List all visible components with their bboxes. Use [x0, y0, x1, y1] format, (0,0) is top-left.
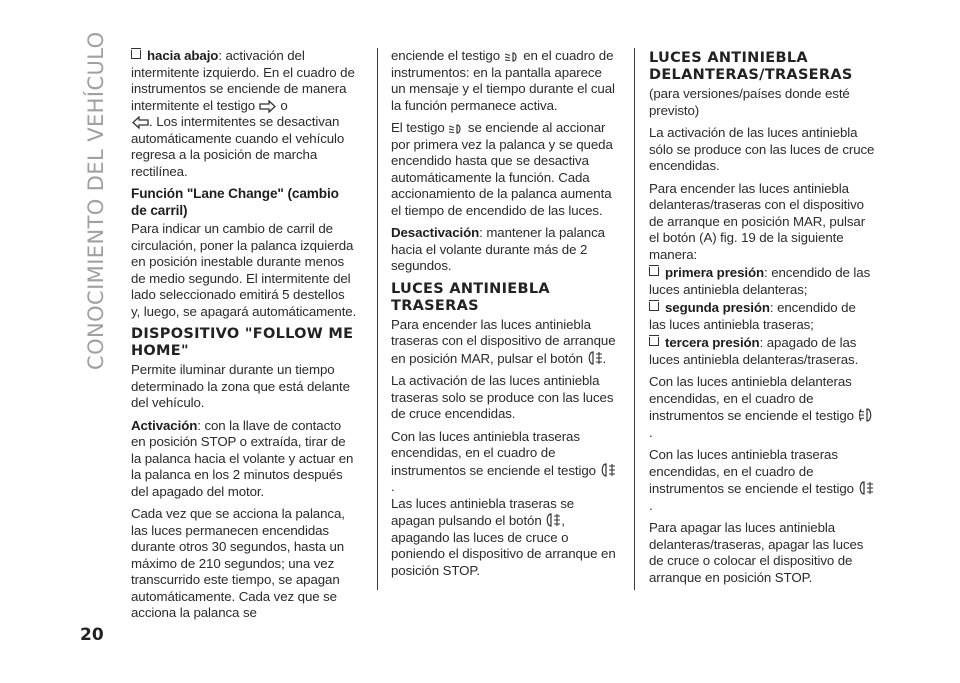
- text: : activación del intermitente izquierdo. En el cuadro de instrumentos se enciende de manera intermitente el testigo: [131, 48, 355, 113]
- paragraph-fog-procedure: Para encender las luces antiniebla delanteras/traseras con el dispositivo de arranque en posición MAR, pulsar el botón (A) fig. 19 de la siguiente manera:: [649, 180, 866, 262]
- text: Las luces antiniebla traseras se apagan pulsando el botón: [391, 495, 575, 528]
- turn-right-arrow-icon: [259, 100, 277, 113]
- term-activacion: Activación: [131, 417, 198, 433]
- bullet-icon: [131, 50, 141, 59]
- bullet-icon: [649, 302, 659, 311]
- term-tercera-presion: tercera presión: [665, 335, 760, 350]
- text: .: [649, 424, 653, 440]
- paragraph-cada-vez: Cada vez que se acciona la palanca, las luces permanecen encendidas durante otros 30 segundos, hasta un máximo de 210 segundos; una vez transcurrido este tiempo, se apagan automáticamente. Cada vez que se acciona la palanca se: [131, 506, 345, 620]
- text: El testigo: [391, 120, 445, 135]
- paragraph-deactivation: [391, 225, 617, 275]
- column-1: [131, 48, 357, 628]
- paragraph-front-fog-indicator: [649, 374, 875, 441]
- heading-follow-me-home: DISPOSITIVO "FOLLOW ME HOME": [131, 326, 354, 359]
- paragraph-follow-me-home: Permite iluminar durante un tiempo determinado la zona que está delante del vehículo.: [131, 362, 350, 410]
- paragraph-fog-condition: La activación de las luces antiniebla sólo se produce con las luces de cruce encendidas.: [649, 125, 875, 173]
- rear-fog-light-icon: [858, 480, 874, 496]
- text: en el cuadro de instrumentos: en la pantalla aparece un mensaje y el tiempo durante el cual la función permanece activa.: [391, 48, 615, 113]
- text: .: [649, 497, 653, 513]
- term-segunda-presion: segunda presión: [665, 300, 770, 315]
- paragraph-rear-fog-on: [391, 317, 617, 368]
- text: . Los intermitentes se desactivan automáticamente cuando el vehículo regresa a la posición de marcha rectilínea.: [131, 114, 345, 179]
- text: Con las luces antiniebla delanteras encendidas, en el cuadro de instrumentos se enciende el testigo: [649, 374, 854, 423]
- list-item: [649, 265, 875, 298]
- text: : mantener la palanca hacia el volante durante más de 2 segundos.: [391, 225, 605, 273]
- page-number: 20: [80, 625, 104, 645]
- column-3: [649, 48, 875, 592]
- column-divider: [377, 48, 378, 590]
- text: .: [391, 479, 395, 494]
- rear-fog-light-icon: [600, 462, 616, 478]
- text: enciende el testigo: [391, 48, 500, 63]
- heading-lane-change: Función "Lane Change" (cambio de carril): [131, 186, 339, 218]
- paragraph-lane-change: Para indicar un cambio de carril de circulación, poner la palanca izquierda en posición inestable durante menos de medio segundo. El intermitente del lado seleccionado emitirá 5 destellos y, luego, se apagará automáticamente.: [131, 221, 357, 319]
- paragraph-turn-left: [131, 48, 357, 180]
- term-hacia-abajo: hacia abajo: [147, 48, 219, 63]
- paragraph-fog-off: Para apagar las luces antiniebla delanteras/traseras, apagar las luces de cruce o colocar el dispositivo de arranque en posición STOP.: [649, 520, 864, 585]
- term-primera-presion: primera presión: [665, 265, 764, 280]
- chapter-title: CONOCIMIENTO DEL VEHÍCULO: [84, 31, 108, 370]
- rear-fog-light-icon: [587, 350, 603, 366]
- text: se enciende al accionar por primera vez la palanca y se queda encendido hasta que se desactiva automáticamente la función. Cada accionamiento de la palanca aumenta el tiempo de encendido de las luces.: [391, 120, 613, 218]
- text: : apagado de las luces antiniebla delanteras/traseras.: [649, 335, 859, 367]
- paragraph-testigo-2: [391, 120, 617, 219]
- paragraph-rear-fog-indicator: [391, 429, 617, 580]
- bullet-icon: [649, 267, 659, 276]
- column-divider: [634, 48, 635, 590]
- paragraph-versions: (para versiones/países donde esté previsto): [649, 86, 850, 118]
- low-beam-icon: [504, 51, 520, 63]
- rear-fog-light-icon: [545, 512, 561, 528]
- paragraph-testigo: [391, 48, 617, 114]
- text: Con las luces antiniebla traseras encendidas, en el cuadro de instrumentos se enciende el testigo: [649, 447, 854, 496]
- list-item: [649, 335, 875, 368]
- turn-left-arrow-icon: [131, 116, 149, 129]
- front-fog-light-icon: [858, 407, 874, 423]
- paragraph-rear-fog-condition: La activación de las luces antiniebla traseras solo se produce con las luces de cruce encendidas.: [391, 373, 614, 421]
- term-desactivacion: Desactivación: [391, 225, 480, 240]
- text: : encendido de las luces antiniebla delanteras;: [649, 265, 871, 297]
- text: .: [602, 350, 607, 366]
- paragraph-rear-fog-indicator: [649, 447, 875, 514]
- text: Con las luces antiniebla traseras encendidas, en el cuadro de instrumentos se enciende el testigo: [391, 428, 596, 478]
- heading-front-rear-fog: LUCES ANTINIEBLA DELANTERAS/TRASERAS: [649, 50, 853, 83]
- list-item: [649, 300, 875, 333]
- text: : encendido de las luces antiniebla traseras;: [649, 300, 856, 332]
- paragraph-activation: [131, 418, 357, 501]
- text: Para encender las luces antiniebla traseras con el dispositivo de arranque en posición MAR, pulsar el botón: [391, 316, 616, 366]
- bullet-icon: [649, 337, 659, 346]
- heading-rear-fog: LUCES ANTINIEBLA TRASERAS: [391, 280, 550, 314]
- low-beam-icon: [448, 123, 464, 135]
- column-2: [391, 48, 617, 585]
- text: : con la llave de contacto en posición STOP o extraída, tirar de la palanca hacia el volante y actuar en la palanca en los 2 minutos después del apagado del motor.: [131, 417, 354, 499]
- text: o: [280, 97, 288, 113]
- text: , apagando las luces de cruce o poniendo el dispositivo de arranque en posición STOP.: [391, 513, 616, 578]
